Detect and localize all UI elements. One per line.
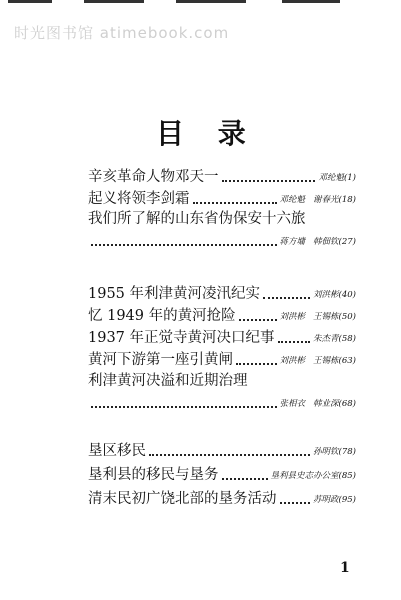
toc-entry-author: 蒋方墉 韩佃钦(27) [279, 237, 356, 247]
toc-entry-author: 刘洪彬(40) [313, 290, 356, 300]
toc-entry-title: 清末民初广饶北部的垦务活动 [88, 491, 277, 507]
toc-entry-title: 垦区移民 [88, 443, 146, 459]
toc-entry[interactable] [88, 327, 356, 347]
toc-entry[interactable] [88, 488, 356, 508]
toc-entry-title: 垦利县的移民与垦务 [88, 467, 219, 483]
toc-entry-author: 张相衣 韩业深(68) [279, 399, 356, 409]
toc-entry-title: 利津黄河决溢和近期治理 [88, 373, 248, 389]
dot-leader [91, 244, 277, 246]
page-number: 1 [340, 560, 350, 576]
toc-entry-title: 我们所了解的山东省伪保安十六旅 [88, 211, 306, 227]
dot-leader [222, 180, 316, 182]
toc-entry-author: 邓纶魁(1) [318, 173, 356, 183]
toc-entry[interactable] [88, 464, 356, 484]
dot-leader [236, 363, 277, 365]
toc-entry-author: 朱杰青(58) [313, 334, 356, 344]
toc-entry[interactable] [88, 440, 356, 460]
toc-entry-author: 孙明钦(78) [313, 447, 356, 457]
top-edge-marks [0, 0, 401, 6]
dot-leader [239, 319, 277, 321]
dot-leader [91, 406, 277, 408]
toc-entry[interactable] [88, 283, 356, 303]
dot-leader [278, 341, 311, 343]
toc-entry-title: 辛亥革命人物邓天一 [88, 169, 219, 185]
toc-entry-author: 刘洪彬 王锡栋(50) [279, 312, 356, 322]
toc-entry-author: 垦利县史志办公室(85) [270, 471, 356, 481]
toc-entry[interactable] [88, 166, 356, 186]
toc-entry-author: 邓纶魁 谢春光(18) [279, 195, 356, 205]
toc-entry[interactable] [88, 188, 356, 208]
toc-entry-title: 起义将领李剑霜 [88, 191, 190, 207]
watermark: 时光图书馆 atimebook.com [14, 24, 230, 42]
toc-heading: 目 录 [156, 117, 258, 150]
dot-leader [193, 202, 277, 204]
toc-entry-title: 忆 1949 年的黄河抢险 [88, 308, 236, 324]
toc-entry-author: 苏明政(95) [313, 495, 356, 505]
toc-entry[interactable] [88, 305, 356, 325]
dot-leader [149, 454, 310, 456]
toc-entry[interactable] [88, 372, 356, 412]
toc-entry[interactable] [88, 349, 356, 369]
dot-leader [263, 297, 310, 299]
toc-entry-title: 1955 年利津黄河凌汛纪实 [88, 286, 261, 302]
toc-entry-title: 黄河下游第一座引黄闸 [88, 352, 233, 368]
dot-leader [280, 502, 311, 504]
toc-entry[interactable] [88, 210, 356, 250]
toc-entry-title: 1937 年正觉寺黄河决口纪事 [88, 330, 275, 346]
toc-entry-author: 刘洪彬 王锡栋(63) [279, 356, 356, 366]
dot-leader [222, 478, 268, 480]
